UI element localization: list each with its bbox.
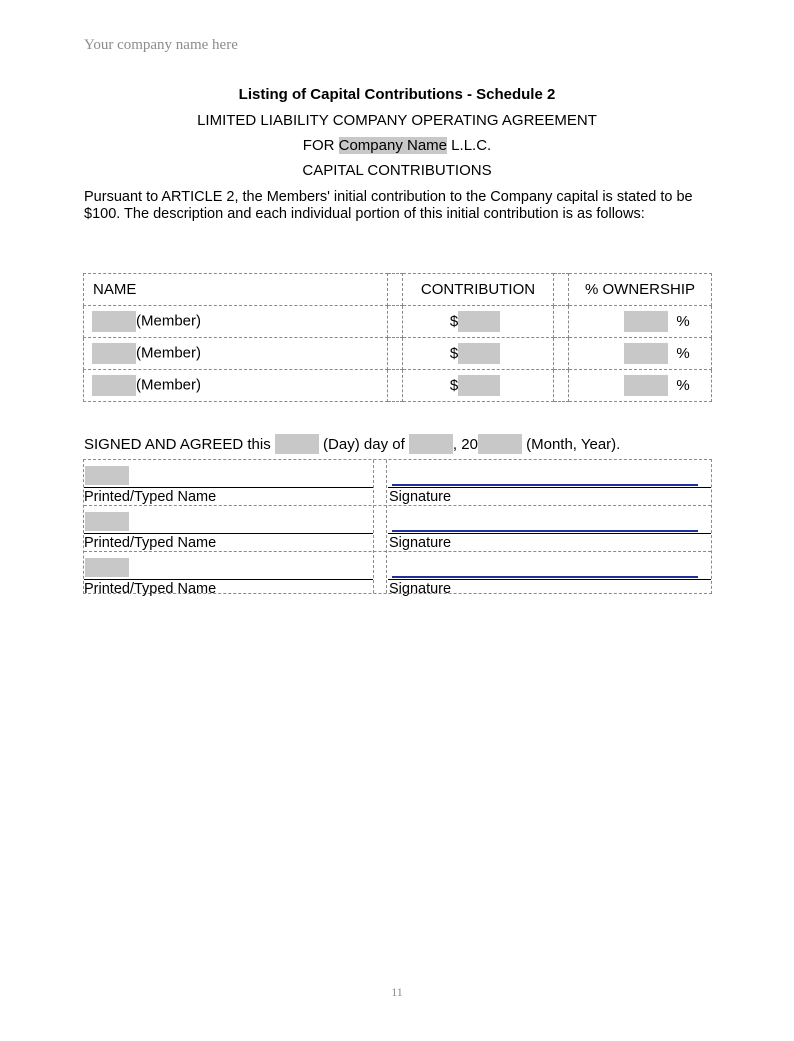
member-label: (Member) [136, 376, 202, 394]
company-line-suffix: L.L.C. [447, 137, 492, 154]
printed-name-field[interactable] [85, 558, 129, 577]
table-gap [554, 370, 569, 402]
document-title: Listing of Capital Contributions - Schedule 2 [238, 86, 556, 103]
dollar-sign: $ [449, 345, 459, 362]
signature-row [84, 506, 711, 551]
signature-field[interactable] [392, 576, 698, 578]
signed-agreed-line [84, 434, 620, 454]
name-line [84, 533, 373, 534]
member-name-field[interactable] [92, 375, 136, 396]
percent-sign: % [676, 377, 690, 394]
signature-label: Signature [389, 535, 452, 551]
header-name: NAME [84, 274, 388, 306]
page-number: 11 [391, 985, 403, 999]
year-field[interactable] [478, 434, 522, 454]
table-gap [554, 338, 569, 370]
contribution-amount-field[interactable] [458, 343, 500, 364]
company-name-placeholder: Your company name here [84, 37, 238, 53]
table-header-row [84, 274, 712, 306]
contribution-amount-field[interactable] [458, 375, 500, 396]
printed-name-label: Printed/Typed Name [84, 581, 217, 597]
signature-line [388, 487, 711, 488]
company-name-field[interactable]: Company Name [338, 137, 448, 154]
intro-paragraph: Pursuant to ARTICLE 2, the Members' initial contribution to the Company capital is stated to be $100. The description and each individual portion of this initial contribution is as follows: [84, 189, 693, 222]
name-line [84, 579, 373, 580]
company-line-prefix: FOR [302, 137, 339, 154]
ownership-percent-field[interactable] [624, 343, 668, 364]
section-heading: CAPITAL CONTRIBUTIONS [302, 162, 492, 179]
contribution-cell [403, 338, 554, 370]
table-row [84, 338, 712, 370]
signature-label: Signature [389, 489, 452, 505]
contribution-cell [403, 370, 554, 402]
percent-sign: % [676, 345, 690, 362]
table-gap [388, 370, 403, 402]
ownership-percent-field[interactable] [624, 375, 668, 396]
agreement-heading: LIMITED LIABILITY COMPANY OPERATING AGREEMENT [197, 112, 597, 129]
member-cell [84, 370, 388, 402]
contributions-table [83, 273, 712, 402]
company-line [0, 137, 794, 154]
signed-year-prefix: , 20 [452, 435, 478, 453]
signature-row [84, 552, 711, 597]
member-label: (Member) [136, 344, 202, 362]
member-label: (Member) [136, 312, 202, 330]
signature-field[interactable] [392, 530, 698, 532]
signed-day-text: (Day) day of [318, 435, 409, 453]
month-field[interactable] [409, 434, 453, 454]
table-gap [388, 306, 403, 338]
dollar-sign: $ [449, 313, 459, 330]
printed-name-field[interactable] [85, 512, 129, 531]
percent-sign: % [676, 313, 690, 330]
ownership-percent-field[interactable] [624, 311, 668, 332]
day-field[interactable] [275, 434, 319, 454]
contribution-amount-field[interactable] [458, 311, 500, 332]
signed-suffix: (Month, Year). [521, 435, 621, 453]
name-line [84, 487, 373, 488]
table-row [84, 370, 712, 402]
signature-row [84, 460, 711, 505]
table-gap [554, 306, 569, 338]
member-name-field[interactable] [92, 311, 136, 332]
signed-prefix: SIGNED AND AGREED this [84, 435, 275, 453]
dollar-sign: $ [449, 377, 459, 394]
header-contribution: CONTRIBUTION [403, 274, 554, 306]
member-name-field[interactable] [92, 343, 136, 364]
signature-line [388, 579, 711, 580]
signature-field[interactable] [392, 484, 698, 486]
printed-name-label: Printed/Typed Name [84, 535, 217, 551]
table-gap [554, 274, 569, 306]
signature-label: Signature [389, 581, 452, 597]
member-cell [84, 306, 388, 338]
table-gap [388, 274, 403, 306]
table-row [84, 306, 712, 338]
signature-line [388, 533, 711, 534]
ownership-cell [569, 370, 712, 402]
header-ownership: % OWNERSHIP [569, 274, 712, 306]
ownership-cell [569, 338, 712, 370]
ownership-cell [569, 306, 712, 338]
member-cell [84, 338, 388, 370]
printed-name-label: Printed/Typed Name [84, 489, 217, 505]
signature-block [83, 459, 712, 597]
table-gap [388, 338, 403, 370]
contribution-cell [403, 306, 554, 338]
printed-name-field[interactable] [85, 466, 129, 485]
